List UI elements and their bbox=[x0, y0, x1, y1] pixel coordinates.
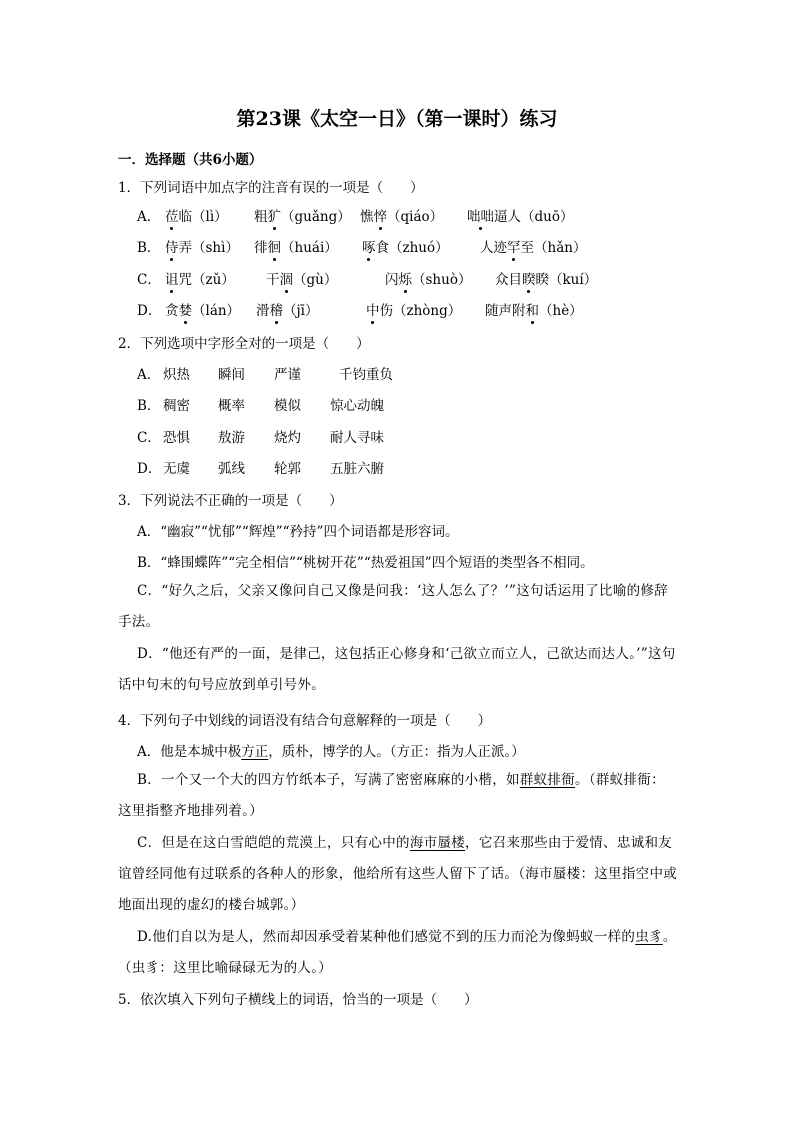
q2-option-c-word2: 敖游 bbox=[218, 430, 245, 446]
q2-option-a-word4: 千钧重负 bbox=[339, 367, 393, 383]
question-5-stem: 5．依次填入下列句子横线上的词语，恰当的一项是（ ） bbox=[118, 992, 478, 1008]
q4-option-b: B．一个又一个大的四方竹纸本子，写满了密密麻麻的小楷，如群蚁排衙。（群蚁排衙：这里指整齐地排列着。） bbox=[118, 772, 665, 819]
q3-option-d: D．“他还有严的一面，是律己，这包括正心修身和‘己欲立而立人，己欲达而达人。’”这句话中句末的句号应放到单引号外。 bbox=[118, 646, 676, 693]
q2-option-a-word3: 严谨 bbox=[274, 367, 301, 383]
q1-option-c-word3: 闪烁（shuò） bbox=[385, 272, 472, 288]
q1-option-c-word1: 诅咒（zǔ） bbox=[165, 272, 235, 288]
q3-option-b: B．“蜂围蝶阵”“完全相信”“桃树开花”“热爱祖国”四个短语的类型各不相同。 bbox=[137, 555, 594, 571]
q4-option-a: A．他是本城中极方正，质朴，博学的人。（方正：指为人正派。） bbox=[137, 744, 525, 760]
q2-option-a-word2: 瞬间 bbox=[218, 367, 245, 383]
q4-a-underlined: 方正 bbox=[241, 744, 269, 760]
q2-option-b-word4: 惊心动魄 bbox=[330, 398, 384, 414]
q3-option-a: A．“幽寂”“忧郁”“辉煌”“矜持”四个词语都是形容词。 bbox=[137, 524, 459, 540]
q4-c-underlined: 海市蜃楼 bbox=[409, 835, 466, 851]
question-3-stem: 3．下列说法不正确的一项是（ ） bbox=[118, 493, 343, 509]
q1-option-a-word1: 莅临（lì） bbox=[165, 209, 228, 225]
q1-option-a-word4: 咄咄逼人（duō） bbox=[467, 209, 574, 225]
q4-option-d: D.他们自以为是人，然而却因承受着某种他们感觉不到的压力而沦为像蚂蚁一样的虫豸。（虫豸：这里比喻碌碌无为的人。） bbox=[118, 929, 677, 976]
q2-option-c-word1: 恐惧 bbox=[163, 430, 190, 446]
q2-option-b-word1: 稠密 bbox=[163, 398, 190, 414]
page-title: 第23课《太空一日》（第一课时）练习 bbox=[236, 108, 558, 130]
q2-option-d-word4: 五脏六腑 bbox=[330, 461, 384, 477]
q1-option-b-word3: 啄食（zhuó） bbox=[362, 240, 449, 256]
q2-option-d-label: D． bbox=[137, 461, 162, 477]
q1-option-a-word3: 憔悴（qiáo） bbox=[360, 209, 444, 225]
q2-option-b-label: B． bbox=[137, 398, 161, 414]
q1-option-b-label: B． bbox=[137, 240, 161, 256]
q3-option-c: C．“好久之后，父亲又像问自己又像是问我：‘这人怎么了？’”这句话运用了比喻的修辞手法。 bbox=[118, 583, 669, 630]
q2-option-d-word3: 轮郭 bbox=[274, 461, 301, 477]
q4-d-underlined: 虫豸 bbox=[635, 929, 663, 945]
question-4-stem: 4．下列句子中划线的词语没有结合句意解释的一项是（ ） bbox=[118, 713, 492, 729]
q1-option-d-word3: 中伤（zhòng） bbox=[366, 303, 462, 319]
q1-option-d-word4: 随声附和（hè） bbox=[485, 303, 583, 319]
q1-option-b-word4: 人迹罕至（hǎn） bbox=[480, 240, 587, 256]
q2-option-b-word2: 概率 bbox=[218, 398, 245, 414]
q2-option-d-word1: 无虞 bbox=[163, 461, 190, 477]
section-heading: 一．选择题（共6小题） bbox=[118, 152, 263, 168]
q2-option-b-word3: 模似 bbox=[274, 398, 301, 414]
q1-option-a-label: A． bbox=[137, 209, 161, 225]
q2-option-c-label: C． bbox=[137, 430, 161, 446]
q1-option-a-word2: 粗犷（guǎng） bbox=[254, 209, 351, 225]
q1-option-b-word1: 侍弄（shì） bbox=[165, 240, 239, 256]
q2-option-d-word2: 弧线 bbox=[218, 461, 245, 477]
q4-b-underlined: 群蚁排衙 bbox=[519, 772, 576, 788]
q1-option-c-word2: 干涸（gù） bbox=[266, 272, 338, 288]
question-1-stem: 1．下列词语中加点字的注音有误的一项是（ ） bbox=[118, 180, 424, 196]
q2-option-c-word3: 烧灼 bbox=[274, 430, 301, 446]
q1-option-d-word2: 滑稽（jī） bbox=[256, 303, 319, 319]
q1-option-d-label: D． bbox=[137, 303, 162, 319]
q1-option-c-label: C． bbox=[137, 272, 161, 288]
q1-option-d-word1: 贪婪（lán） bbox=[165, 303, 241, 319]
question-2-stem: 2．下列选项中字形全对的一项是（ ） bbox=[118, 336, 370, 352]
q2-option-c-word4: 耐人寻味 bbox=[330, 430, 384, 446]
q2-option-a-word1: 炽热 bbox=[163, 367, 190, 383]
q1-option-c-word4: 众目睽睽（kuí） bbox=[495, 272, 598, 288]
q2-option-a-label: A． bbox=[137, 367, 161, 383]
q4-option-c: C．但是在这白雪皑皑的荒漠上，只有心中的海市蜃楼，它召来那些由于爱情、忠诚和友谊曾经同他有过联系的各种人的形象，他给所有这些人留下了话。（海市蜃楼：这里指空中或地面出现的虚幻的楼台城郭。） bbox=[118, 835, 678, 913]
q1-option-b-word2: 徘徊（huái） bbox=[254, 240, 338, 256]
